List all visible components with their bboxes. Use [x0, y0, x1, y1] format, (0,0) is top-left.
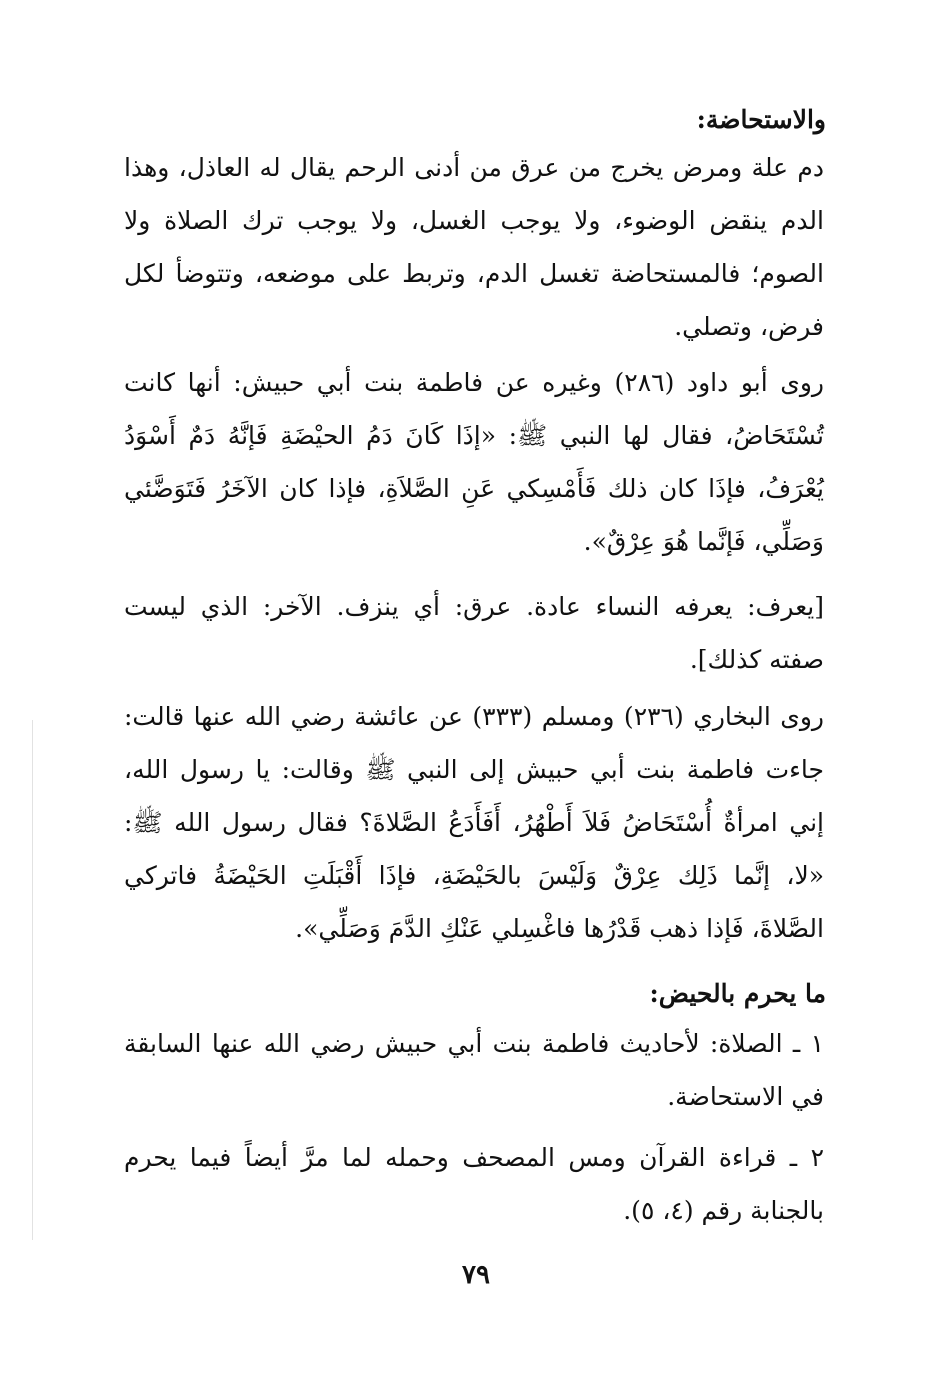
abu-dawud-hadith-paragraph: روى أبو داود (٢٨٦) وغيره عن فاطمة بنت أبي حبيش: أنها كانت تُسْتَحَاضُ، فقال لها النبي ﷺ: «إذَا كَانَ دَمُ الحيْضَةِ فَإنَّهُ دَمٌ أَسْوَدُ يُعْرَفُ، فإذَا كان ذلك فَأَمْسِكي عَنِ الصَّلاَةِ، فإذا كان الآخَرُ فَتَوَضَّئي وَصَلِّي، فَإنَّما هُوَ عِرْقٌ».	[124, 368, 824, 556]
word-explanation-paragraph: [يعرف: يعرفه النساء عادة. عرق: أي ينزف. الآخر: الذي ليست صفته كذلك].	[124, 592, 824, 674]
scan-edge-line	[32, 720, 33, 1240]
haram-list-item-2: ٢ ـ قراءة القرآن ومس المصحف وحمله لما مرَّ أيضاً فيما يحرم بالجنابة رقم (٤، ٥).	[124, 1143, 824, 1225]
haram-list-item-1: ١ ـ الصلاة: لأحاديث فاطمة بنت أبي حبيش رضي الله عنها السابقة في الاستحاضة.	[124, 1029, 824, 1111]
page-number: ٧٩	[462, 1260, 490, 1290]
istihada-heading: والاستحاضة:	[696, 105, 826, 134]
haram-bil-hayd-heading: ما يحرم بالحيض:	[649, 979, 826, 1008]
bukhari-muslim-hadith-paragraph: روى البخاري (٢٣٦) ومسلم (٣٣٣) عن عائشة رضي الله عنها قالت: جاءت فاطمة بنت أبي حبيش إلى النبي ﷺ وقالت: يا رسول الله، إني امرأةٌ أُسْتَحَاضُ فَلاَ أَطْهُرُ، أَفَأَدَعُ الصَّلاةَ؟ فقال رسول الله ﷺ: «لا، إنَّما ذَلِك عِرْقٌ وَلَيْسَ بالحَيْضَةِ، فإذَا أَقْبَلَتِ الحَيْضَةُ فاتركي الصَّلاةَ، فَإذا ذهب قَدْرُها فاغْسِلي عَنْكِ الدَّمَ وَصَلِّي».	[124, 702, 824, 943]
istihada-definition-paragraph: دم علة ومرض يخرج من عرق من أدنى الرحم يقال له العاذل، وهذا الدم ينقض الوضوء، ولا يوجب الغسل، ولا يوجب ترك الصلاة ولا الصوم؛ فالمستحاضة تغسل الدم، وتربط على موضعه، وتتوضأ لكل فرض، وتصلي.	[124, 153, 824, 341]
